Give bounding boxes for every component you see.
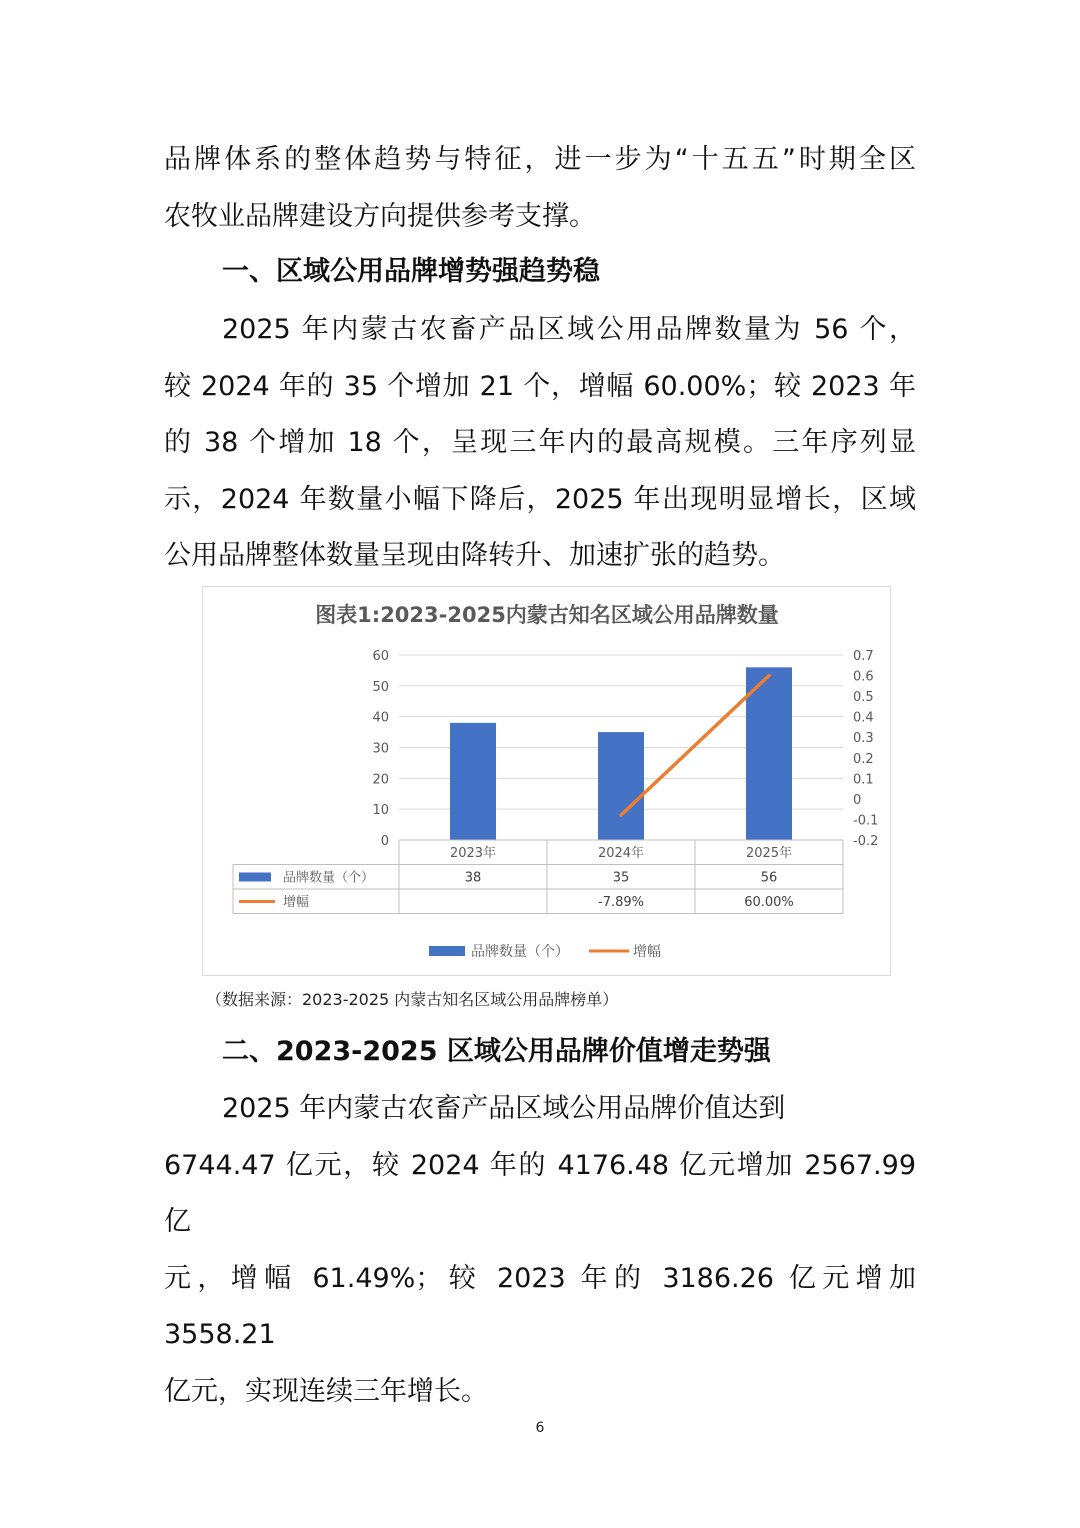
section2-line: 6744.47 亿元，较 2024 年的 4176.48 亿元增加 2567.99 亿 xyxy=(164,1149,916,1237)
brand-count-chart xyxy=(203,587,890,975)
intro-line: 农牧业品牌建设方向提供参考支撑。 xyxy=(164,200,596,232)
left-tick-label: 10 xyxy=(372,803,389,819)
table-legend-key xyxy=(239,873,271,882)
left-tick-label: 60 xyxy=(372,649,389,664)
chart-title: 图表1:2023-2025内蒙古知名区域公用品牌数量 xyxy=(315,603,779,627)
section2-paragraph xyxy=(164,1081,916,1420)
section2-heading: 二、2023-2025 区域公用品牌价值增走势强 xyxy=(222,1036,771,1067)
chart-legend xyxy=(429,943,661,960)
legend-key-bar xyxy=(429,946,465,956)
right-tick-label: 0.2 xyxy=(853,751,874,767)
left-axis xyxy=(372,649,389,849)
section1-line: 的 38 个增加 18 个，呈现三年内的最高规模。三年序列显 xyxy=(164,427,916,458)
bar xyxy=(450,723,496,840)
section1-heading: 一、区域公用品牌增势强趋势稳 xyxy=(222,256,600,287)
right-tick-label: 0.3 xyxy=(853,731,874,747)
left-tick-label: 50 xyxy=(372,679,389,695)
left-tick-label: 20 xyxy=(372,772,389,788)
series-row-label: 增幅 xyxy=(283,895,310,910)
category-label: 2023年 xyxy=(449,846,497,861)
left-tick-label: 40 xyxy=(372,710,389,726)
data-label: 56 xyxy=(760,870,778,886)
intro-paragraph xyxy=(164,132,916,245)
section1-line: 示，2024 年数量小幅下降后，2025 年出现明显增长，区域 xyxy=(164,483,916,515)
page-number: 6 xyxy=(535,1420,545,1436)
legend-label: 品牌数量（个） xyxy=(471,944,569,960)
bar xyxy=(598,732,644,840)
section1-paragraph xyxy=(164,302,916,585)
data-label: -7.89% xyxy=(598,895,644,910)
right-tick-label: 0 xyxy=(853,792,862,808)
section1-line: 较 2024 年的 35 个增加 21 个，增幅 60.00%；较 2023 年 xyxy=(164,370,916,402)
right-tick-label: 0.5 xyxy=(853,690,874,706)
left-tick-label: 30 xyxy=(372,741,389,757)
data-label: 35 xyxy=(612,870,630,886)
chart-container xyxy=(202,586,891,976)
legend-label: 增幅 xyxy=(633,944,661,960)
data-source-note: （数据来源：2023-2025 内蒙古知名区域公用品牌榜单） xyxy=(206,990,619,1009)
category-label: 2024年 xyxy=(597,846,645,861)
data-label: 60.00% xyxy=(744,895,794,910)
section2-line: 2025 年内蒙古农畜产品区域公用品牌价值达到 xyxy=(222,1093,786,1124)
data-label: 38 xyxy=(464,870,482,886)
section1-line: 公用品牌整体数量呈现由降转升、加速扩张的趋势。 xyxy=(164,540,785,571)
data-table xyxy=(233,840,843,914)
right-tick-label: 0.6 xyxy=(853,669,874,685)
intro-line: 品牌体系的整体趋势与特征，进一步为“十五五”时期全区 xyxy=(164,144,916,175)
section2-line: 亿元，实现连续三年增长。 xyxy=(164,1375,488,1407)
section1-line: 2025 年内蒙古农畜产品区域公用品牌数量为 56 个， xyxy=(222,314,916,345)
left-tick-label: 0 xyxy=(380,834,389,849)
bar xyxy=(746,667,792,840)
right-tick-label: 0.1 xyxy=(853,772,874,788)
right-tick-label: -0.2 xyxy=(853,834,879,849)
right-axis xyxy=(853,649,878,849)
right-tick-label: 0.7 xyxy=(853,649,874,664)
category-label: 2025年 xyxy=(745,846,793,861)
series-row-label: 品牌数量（个） xyxy=(283,870,375,886)
section2-line: 元，增幅 61.49%；较 2023 年的 3186.26 亿元增加 3558.21 xyxy=(164,1262,916,1350)
right-tick-label: -0.1 xyxy=(853,813,879,829)
right-tick-label: 0.4 xyxy=(853,710,874,726)
